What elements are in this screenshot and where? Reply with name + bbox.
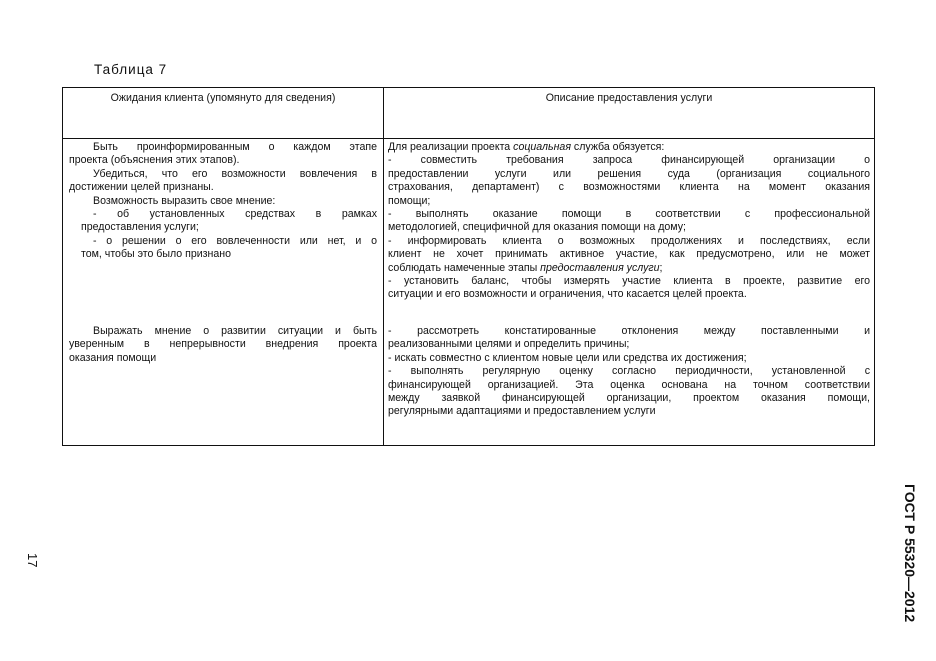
- text-fragment: соблюдать намеченные этапы: [388, 261, 541, 274]
- text-line: предоставлении услуги или решения суда (организация социального: [388, 167, 870, 180]
- row2-left-cell: [63, 323, 384, 446]
- text-line: - искать совместно с клиентом новые цели или средства их достижения;: [388, 351, 747, 364]
- text-line: - выполнять регулярную оценку согласно периодичности, установленной с: [388, 365, 870, 378]
- text-line: - рассмотреть констатированные отклонения между поставленными и: [388, 325, 870, 337]
- text-line: страхования, департамент) с возможностями клиента на момент оказания: [388, 181, 870, 194]
- header-service-description: Описание предоставления услуги: [384, 88, 875, 139]
- text-line: оказания помощи: [69, 351, 157, 364]
- standard-designation-text: ГОСТ Р 55320—2012: [902, 484, 918, 623]
- text-line: регулярными адаптациями и предоставлением услуги: [388, 405, 656, 418]
- text-line: клиент не хочет принимать активное участие, как предусмотрено, или не может: [388, 248, 870, 261]
- text-line: [388, 262, 870, 275]
- text-line: - об установленных средствах в рамках: [93, 208, 377, 221]
- header-client-expectations: Ожидания клиента (упомянуто для сведения): [63, 88, 384, 139]
- table-row: [63, 323, 875, 446]
- table-row: [63, 139, 875, 324]
- text-line: между заявкой финансирующей организации, проектом оказания помощи,: [388, 392, 870, 405]
- text-line: - о решении о его вовлеченности или нет, и о: [93, 234, 377, 247]
- row2-right-cell: [384, 323, 875, 446]
- text-line: помощи;: [388, 194, 431, 207]
- text-line: достижении целей признаны.: [69, 181, 214, 194]
- row1-right-cell: [384, 139, 875, 324]
- italic-term: предоставления услуги: [540, 261, 660, 274]
- text-line: проекта (объяснения этих этапов).: [69, 154, 240, 167]
- standard-designation: [900, 484, 920, 632]
- text-fragment: служба обязуется:: [570, 141, 665, 153]
- text-fragment: Для реализации проекта: [388, 141, 514, 153]
- text-line: реализованными целями и определить причины;: [388, 338, 630, 351]
- text-line: Быть проинформированным о каждом этапе: [93, 141, 377, 153]
- text-line: [388, 141, 870, 154]
- text-line: Убедиться, что его возможности вовлечения в: [93, 167, 377, 180]
- text-fragment: ;: [659, 261, 663, 274]
- table-caption: Таблица 7: [94, 62, 168, 77]
- text-line: - выполнять оказание помощи в соответствии с профессиональной: [388, 208, 870, 221]
- text-line: том, чтобы это было признано: [81, 248, 232, 261]
- italic-term: социальная: [513, 141, 571, 153]
- table-header-row: [63, 88, 875, 139]
- page-number-text: 17: [25, 553, 40, 568]
- text-line: ситуации и его возможности и ограничения, что касается целей проекта.: [388, 288, 747, 301]
- text-line: предоставления услуги;: [81, 221, 199, 234]
- page-number: [26, 553, 40, 573]
- text-line: методологией, специфичной для оказания помощи на дому;: [388, 221, 686, 234]
- service-table: [62, 87, 875, 446]
- text-line: Возможность выразить свое мнение:: [93, 194, 276, 207]
- text-line: - информировать клиента о возможных продолжениях и последствиях, если: [388, 234, 870, 247]
- row1-left-cell: [63, 139, 384, 324]
- text-line: Выражать мнение о развитии ситуации и быть: [93, 325, 377, 337]
- text-line: - совместить требования запроса финансирующей организации о: [388, 154, 870, 167]
- text-line: - установить баланс, чтобы измерять участие клиента в проекте, развитие его: [388, 275, 870, 288]
- text-line: уверенным в непрерывности внедрения проекта: [69, 338, 377, 351]
- text-line: финансирующей организацией. Эта оценка основана на точном соответствии: [388, 378, 870, 391]
